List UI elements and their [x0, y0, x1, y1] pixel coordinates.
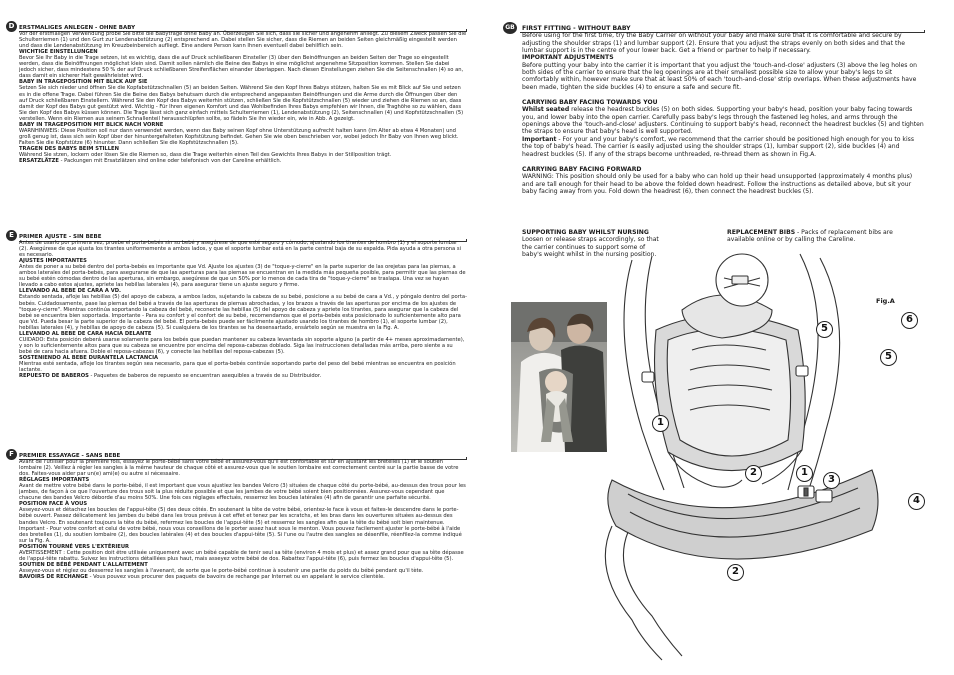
de-para-1: Vor der erstmaligen Verwendung probe Sie bitte die Babytrage ohne Baby an. Überzeugen Sie sich, dass sie sicher und angenehm anliegt. Zu diesem Zweck passen Sie die Schulterriemen (1) und den Gurt zur Lendenabstützung (2) entsprechend an. Dabei stellen Sie sicher, dass die Riemen an beiden Seiten gleichmäßig eingestellt werden und dass die Lendenabstützung im Kreuzbeinbereich aufliegt. Eine andere Person kann Ihnen eventuell dabei behilflich sein. [19, 31, 467, 50]
gb-title: FIRST FITTING - WITHOUT BABY [522, 25, 631, 32]
de-para-4: WARNHINWEIS: Diese Position soll nur dann verwendet werden, wenn das Baby seinen Kopf ohne Unterstützung aufrecht halten kann (im Alter ab etwa 4 Monaten) und groß genug ist, dass sich sein Kopf über der hinuntergefalteten Kopfstützung befindet. Gehen Sie wie oben beschrieben vor, wobei jedoch Ihr Baby von Ihnen weg blickt. Falten Sie die Kopfstütze (6) hinunter. Dann schließen Sie die Kopfstützschnallen (5). [19, 127, 459, 146]
gb-para-3: release the headrest buckles (5) on both sides. Supporting your baby's head, position your baby facing towards you, and lower baby into the open carrier. Carefully pass baby's legs through the fastened leg holes, and arms through the openings above the 'touch-and-close' adjusters. Continuing to support baby's head, reconnect the headrest buckles (5) and tighten the straps to ensure that baby's head is well supported. [522, 106, 924, 136]
gb-para-3b-lead: Important [522, 135, 557, 143]
language-badge-es: E [6, 230, 17, 241]
callout-4: 4 [908, 493, 925, 510]
gb-para-1: Before using for the first time, try the Baby Carrier on without your baby and make sure that it is comfortable and secure by adjusting the shoulder straps (1) and lumbar support (2). Ensure that you adjust the straps evenly on both sides and that the lumbar support is in the centre of your lower back. Get a friend or partner to help if necessary. [522, 32, 905, 55]
fr-heading-3: POSITION FACE À VOUS [19, 501, 88, 508]
de-heading-5: TRAGEN DES BABYS BEIM STILLEN [19, 145, 119, 152]
callout-3: 3 [823, 472, 840, 489]
language-badge-fr: F [6, 449, 17, 460]
de-heading-3: BABY IN TRAGEPOSITION MIT BLICK AUF SIE [19, 79, 148, 86]
callout-5-left: 5 [816, 321, 833, 338]
de-para-3: Setzen Sie sich nieder und öffnen Sie die Kopfabstützschnallen (5) an beiden Seiten. Während Sie den Kopf Ihres Babys stützen, halten Sie es mit Blick auf Sie und setzen es in die offene Trage. Dabei führen Sie die Beine des Babys behutsam durch die entsprechend angepassten Beinöffnungen und die Arme durch die Öffnungen über den auf Druck schließbaren Einstellern. Während Sie den Kopf des Babys weiterhin stützen, schließen Sie die Kopfstützschnallen (5) wieder und ziehen die Riemen so an, dass damit der Kopf des Babys gut gestützt wird. Wichtig - Für Ihren eigenen Komfort und das Wohlbefinden Ihres Babys empfehlen wir Ihnen, die Traghöhe so zu wählen, dass Sie den Kopf des Babys küssen können. Die Trage lässt sich ganz einfach mittels Schulterriemen (1), Lendenabstützung (2), Seitenschnallen (4) und Kopfstützschnallen (5) verstellen. Wenn ein Riemen aus seinem Schnallenteil herausschlüpfen sollte, so fädeln Sie ihn wieder ein, wie in Abb. A gezeigt. [19, 85, 464, 122]
de-heading-4: BABY IN TRAGEPOSITION MIT BLICK NACH VORNE [19, 121, 164, 128]
es-para-1: Antes de usarlo por primera vez, pruebe el porta-bebés sin su bebé y asegúrese de que esté seguro y cómodo, ajustando los tirantes de hombro (1) y el soporte lumbar (2). Asegúrese de que ajusta los tirantes uniformemente a ambos lados, y que el soporte lumbar está en la parte central baja de su espalda. Pida ayuda a otra persona si es necesario. [19, 240, 462, 259]
de-heading-6: ERSATZLÄTZE [19, 158, 59, 165]
es-heading-5: SOSTENIENDO AL BEBE DURANTELA LACTANCIA [19, 354, 159, 361]
es-para-5: Mientras esté sentada, afloje los tirantes según sea necesario, para que el porta-bebés continúe soportando parte del peso del bebé mientras se encuentra en posición lactante. [19, 360, 456, 374]
callout-5-right: 5 [880, 349, 897, 366]
gb-para-3b: - For your and your baby's comfort, we recommend that the carrier should be positioned high enough for you to kiss the top of baby's head. The carrier is easily adjusted using the shoulder straps (1), lumbar support (2), side buckles (4) and headrest buckles (5). If any of the straps become unthreaded, re-thread them as shown in Fig.A. [522, 135, 915, 158]
de-title: ERSTMALIGES ANLEGEN - OHNE BABY [19, 25, 136, 31]
fr-heading-6: BAVOIRS DE RECHANGE [19, 573, 88, 580]
gb-para-5: Loosen or release straps accordingly, so that the carrier continues to support some of baby's weight whilst in the nursing position. [522, 236, 659, 259]
callout-2-lower: 2 [727, 564, 744, 581]
gb-heading-3: CARRYING BABY FACING TOWARDS YOU [522, 99, 658, 107]
language-badge-gb: GB [503, 22, 517, 34]
callout-1-right: 1 [796, 465, 813, 482]
gb-para-2: Before putting your baby into the carrier it is important that you adjust the 'touch-and-close' adjusters (3) above the leg holes on both sides of the carrier to ensure that the leg openings are at their smallest possible size to allow your baby's legs to sit comfortably within, however make sure that at least 50% of each 'touch-and-close' strip overlaps. When these adjustments have been made, tighten the side buckles (4) to ensure a safe and secure fit. [522, 61, 917, 91]
es-heading-6: REPUESTO DE BABEROS [19, 373, 89, 380]
de-heading-2: WICHTIGE EINSTELLUNGEN [19, 49, 98, 56]
gb-para-4: WARNING: This position should only be used for a baby who can hold up their head unsupported (approximately 4 months plus) and are tall enough for their head to be above the folded down headrest. Follow the instructions as detailed above, but sit your baby facing away from you. Fold down the headrest (6), then connect the headrest buckles (5). [522, 173, 913, 195]
section-gb [522, 25, 924, 225]
gb-para-3-lead: Whilst seated [522, 106, 570, 114]
es-heading-3: LLEVANDO AL BEBE DE CARA A VD. [19, 288, 122, 295]
fig-a-label: Fig.A [876, 297, 895, 305]
fr-para-5: Asseyez-vous et réglez ou desserrez les sangles à l'avenant, de sorte que le porte-bébé continue à soutenir une partie du poids du bébé pendant qu'il tète. [19, 567, 424, 574]
section-de [19, 25, 467, 227]
language-badge-de: D [6, 21, 17, 32]
es-para-4: CUIDADO: Esta posición deberá usarse solamente para los bebés que puedan mantener su cabeza levantada sin soporte alguno (a partir de 4+ meses aproximadamente), y son lo suficientemente altos para que su cabeza se encuentre por encima del reposa-cabezas doblado. Siga las instrucciones detalladas más arriba, pero siente a su bebé de cara hacia afuera. Doble el reposa-cabezas (6), y conecte las hebillas del reposa-cabezas (5). [19, 336, 465, 355]
es-para-2: Antes de poner a su bebé dentro del porta-bebés es importante que Vd. Ajuste los ajustes (3) de "toque-y-cierre" en la parte superior de las orejetas para las piernas, a ambos laterales del porta-bebés, para asegurarse de que las aperturas para las piernas se encuentran en la medida más pequeña posible, para permitir que las piernas de su bebé estén cómodas dentro de las aperturas, sin embargo, asegúrese de que un 50% por lo menos de cada tira de "toque-y-cierre" se traslapa. Una vez se hayan llevado a cabo estos ajustes, apriete las hebillas laterales (4), para asegurar tiene un ajuste seguro y firme. [19, 264, 466, 289]
es-heading-4: LLEVANDO AL BEBE DE CARA HACIA DELANTE [19, 330, 152, 337]
section-es [19, 234, 467, 442]
fr-heading-5: SOUTIEN DE BÉBÉ PENDANT L'ALLAITEMENT [19, 561, 148, 568]
gb-heading-6: REPLACEMENT BIBS [727, 229, 796, 236]
fr-title: PREMIER ESSAYAGE - SANS BÉBÉ [19, 453, 121, 459]
fr-para-3: Asseyez-vous et détachez les boucles de l'appui-tête (5) des deux côtés. En soutenant la tête de votre bébé, orientez-le face à vous et faites-le descendre dans le porte-bébé ouvert. Passez délicatement les jambes du bébé dans les trous prévus à cet effet et tenez par les scratchs, et les bras dans les ouvertures situées au-dessus des bandes Velcro. En soutenant toujours la tête du bébé, refermez les boucles de l'appui-tête (5) et resserrez les sangles afin que la tête du bébé soit bien maintenue. Important - Pour votre confort et celui de votre bébé, nous vous conseillons de le porter assez haut sous le menton. Vous pouvez facilement ajuster le porte-bébé à l'aide des bretelles (1), du soutien lombaire (2), des boucles latérales (4) et des boucles d'appui-tête (5). Si l'une ou l'autre des sangles se désenfile, réenfilez-la comme indiqué sur la Fig. A. [19, 507, 462, 544]
gb-heading-2: IMPORTANT ADJUSTMENTS [522, 54, 614, 62]
de-para-2: Bevor Sie Ihr Baby in die Trage setzen, ist es wichtig, dass die auf Druck schließbaren Einsteller (3) über den Beinöffnungen an beiden Seiten der Trage so eingestellt werden, dass die Beinöffnungen möglichst klein sind. Damit sollen nämlich die Beine des Babys in eine möglichst angenehme Sitzposition kommen. Stellen Sie dabei jedoch sicher, dass mindestens 50 % der auf Druck schließbaren Streifenflächen einander überlappen. Nach diesen Einstellungen ziehen Sie die Seitenschnallen (4) so an, dass damit ein sicherer Halt gewährleistet wird. [19, 55, 464, 80]
fr-heading-4: POSITION TOURNÉ VERS L'EXTÉRIEUR [19, 543, 130, 550]
fr-para-6: - Vous pouvez vous procurer des paquets de bavoirs de rechange par Internet ou en appelant le service clientèle. [89, 573, 385, 580]
fr-heading-2: RÉGLAGES IMPORTANTS [19, 477, 90, 484]
gb-para-6: - Packs of replacement bibs are available online or by calling the Careline. [727, 229, 893, 244]
section-fr [19, 453, 467, 667]
de-para-6: - Packungen mit Ersatzlätzen sind online oder telefonisch von der Careline erhältlich. [60, 158, 282, 165]
gb-heading-5: SUPPORTING BABY WHILST NURSING [522, 229, 649, 236]
callout-2-upper: 2 [745, 465, 762, 482]
es-title: PRIMER AJUSTE - SIN BEBE [19, 234, 102, 240]
fr-para-2: Avant de mettre votre bébé dans le porte-bébé, il est important que vous ajustiez les bandes Velcro (3) situées de chaque côté du porte-bébé, au-dessus des trous pour les jambes, de façon à ce que l'ouverture des trous soit la plus réduite possible et que les jambes de votre bébé soient bien positionnées. Assurez-vous cependant que chacune des bandes Velcro déborde d'au moins 50%. Une fois ces réglages effectués, resserrez les boucles latérales (4) afin de garantir une parfaite sécurité. [19, 483, 466, 502]
callout-6: 6 [901, 312, 918, 329]
de-para-5: Während Sie stzen, lockern oder lösen Sie die Riemen so, dass die Trage weiterhin einen Teil des Gewichts Ihres Babys in der Stillposition trägt. [19, 151, 392, 158]
es-para-6: - Paquetes de baberos de repuesto se encuentran asequibles a través de su Distribuidor. [90, 373, 322, 380]
es-para-3: Estando sentada, afloje las hebillas (5) del apoyo de cabeza, a ambos lados, sujetando la cabeza de su bebé, posicione a su bebé de cara a Vd., y póngalo dentro del porta-bebés. Cuidadosamente, pase las piernas del bebé a través de las aperturas de piernas abrochadas, y los brazos a través de las aperturas por encima de los ajustes de "toque-y-cierre". Mientras continúa soportando la cabeza del bebé, reconecte las hebillas (5) del apoyo de cabeza y apriete los tirantes, para asegurar que la cabeza del bebé se encuentra bien soportada. Importante - Para su confort y el confort de su bebé, recomendamos que el porta-bebés esta posicionado lo suficientemente alto para que Vd. Pueda besar la parte superior de la cabeza del bebé. El porta-bebés puede ser fácilmente ajustado usando los tirantes de hombro (1), el soporte lumbar (2), hebillas laterales (4), y hebillas de apoyo de cabeza (5). Si cualquiera de los tirantes se ha desensartado, ensártelo según se muestra en la Fig. A. [19, 294, 467, 331]
fr-para-1: Avant de l'utiliser pour la première fois, essayez le porte-bébé sans votre bébé et assurez-vous qu'il est confortable et sûr en ajustant les bretelles (1) et le soutien lombaire (2). Veillez à régler les sangles à la même hauteur de chaque côté et assurez-vous que le soutien lombaire est correctement centré sur la partie basse de votre dos. Faites-vous aider par un(e) ami(e) ou autre si nécessaire. [19, 459, 459, 478]
es-heading-2: AJUSTES IMPORTANTES [19, 258, 87, 265]
callout-1-left: 1 [652, 415, 669, 432]
baby-carrier-illustration [572, 240, 952, 672]
gb-heading-4: CARRYING BABY FACING FORWARD [522, 165, 642, 173]
fr-para-4: AVERTISSEMENT : Cette position doit être utilisée uniquement avec un bébé capable de tenir seul sa tête (environ 4 mois et plus) et assez grand pour que sa tête dépasse de l'appui-tête rabattu. Suivez les instructions détaillées plus haut, mais asseyez votre bébé de dos. Rabattez l'appui-tête (6), puis fermez les boucles d'appui-tête (5). [19, 549, 464, 562]
